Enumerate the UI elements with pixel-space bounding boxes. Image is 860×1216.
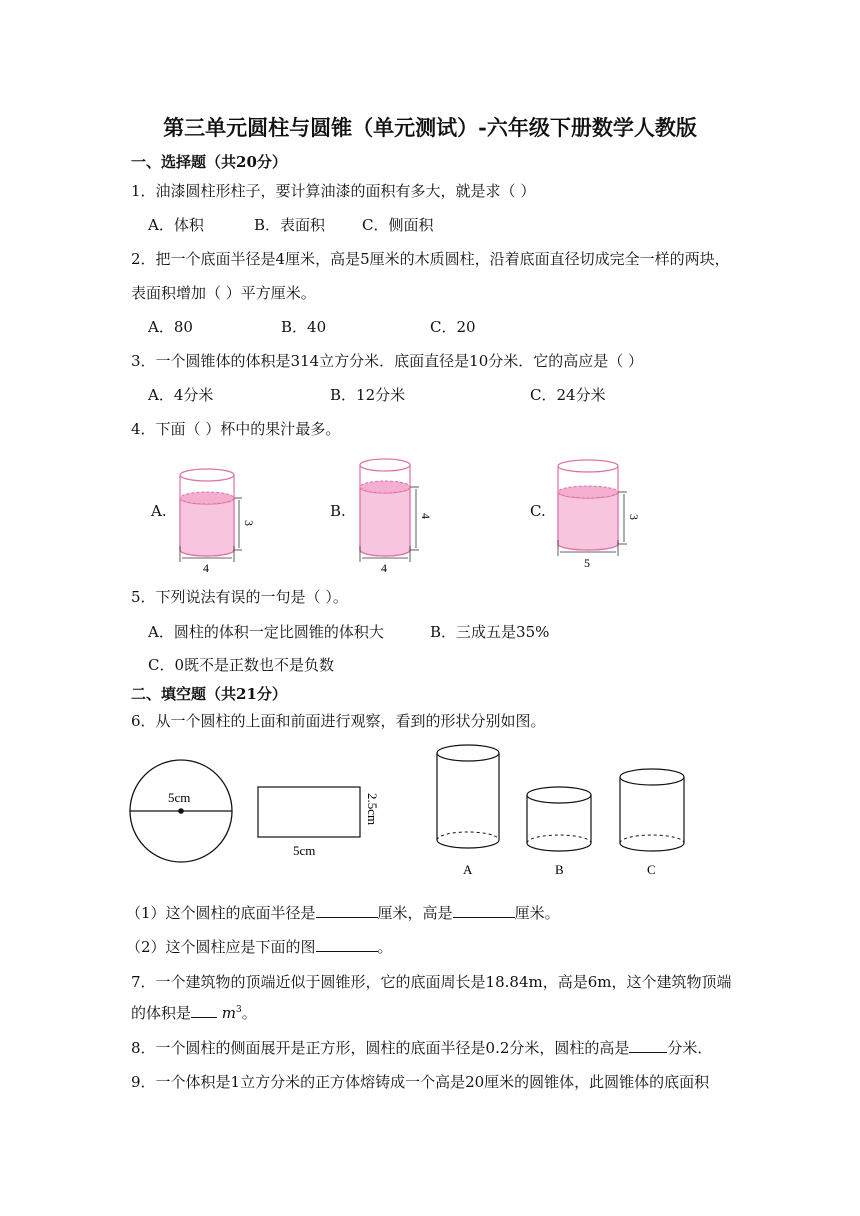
q3-option-c: C．24分米 (530, 386, 606, 404)
q8-text-b: 分米． (667, 1039, 713, 1057)
q2-option-b: B．40 (281, 318, 327, 336)
q8-height-blank[interactable] (629, 1038, 667, 1053)
cup-a-figure (170, 450, 260, 575)
q5-option-a: A．圆柱的体积一定比圆锥的体积大 (148, 623, 384, 641)
q7-unit-exponent: 3 (236, 1005, 242, 1015)
q8-text-a: 8．一个圆柱的侧面展开是正方形，圆柱的底面半径是0.2分米，圆柱的高是 (131, 1039, 630, 1057)
rect-width-label: 5cm (293, 843, 316, 858)
rect-height-label: 2.5cm (365, 793, 380, 826)
q3-option-b: B．12分米 (330, 386, 406, 404)
question-8 (131, 1037, 712, 1058)
q2-option-a: A．80 (148, 318, 193, 336)
q5-option-b: B．三成五是35% (430, 623, 550, 641)
question-7-line-2 (131, 1002, 257, 1023)
choice-label-b: B (555, 862, 564, 877)
question-6: 6．从一个圆柱的上面和前面进行观察，看到的形状分别如图。 (131, 712, 546, 730)
cylinder-choices (425, 740, 705, 880)
q7-volume-blank[interactable] (191, 1003, 217, 1018)
q6-height-blank[interactable] (453, 903, 515, 918)
circle-diameter-label: 5cm (168, 790, 191, 805)
q6-sub-1 (126, 902, 560, 923)
q2-option-c: C．20 (430, 318, 476, 336)
cup-c-figure (548, 450, 648, 575)
page-title: 第三单元圆柱与圆锥（单元测试）-六年级下册数学人教版 (163, 115, 697, 140)
q3-option-a: A．4分米 (148, 386, 214, 404)
q7-unit: m (221, 1004, 237, 1022)
question-7-line-1: 7．一个建筑物的顶端近似于圆锥形，它的底面周长是18.84m，高是6m，这个建筑物顶端 (131, 973, 732, 991)
question-9-line-1: 9．一个体积是1立方分米的正方体熔铸成一个高是20厘米的圆锥体，此圆锥体的底面积 (131, 1073, 710, 1091)
q6-sub-2-text-b: 。 (377, 938, 393, 956)
cup-a-width-label: 4 (203, 561, 209, 575)
q6-sub-2 (126, 936, 393, 957)
cup-b-height-label: 4 (419, 513, 433, 519)
question-4: 4．下面（ ）杯中的果汁最多。 (131, 420, 341, 438)
q6-sub-2-text-a: （2）这个圆柱应是下面的图 (126, 938, 316, 956)
q6-sub-1-text-c: 厘米。 (514, 904, 560, 922)
q6-sub-1-text-b: 厘米，高是 (377, 904, 453, 922)
cup-label-b: B. (330, 502, 346, 520)
cup-c-height-label: 3 (627, 514, 641, 520)
q5-option-c: C．0既不是正数也不是负数 (148, 656, 335, 674)
q6-figure-blank[interactable] (316, 937, 378, 952)
cup-label-a: A. (151, 502, 167, 520)
section-heading-choice: 一、选择题（共20分） (131, 153, 287, 171)
choice-label-c: C (647, 862, 656, 877)
question-2-line-2: 表面积增加（ ）平方厘米。 (131, 284, 316, 302)
q6-radius-blank[interactable] (316, 903, 378, 918)
question-5: 5．下列说法有误的一句是（ ）。 (131, 588, 348, 606)
q7-text-b: 。 (241, 1004, 257, 1022)
question-2-line-1: 2．把一个底面半径是4厘米，高是5厘米的木质圆柱，沿着底面直径切成完全一样的两块， (131, 250, 730, 268)
top-and-front-views (125, 740, 395, 865)
cup-b-figure (350, 450, 440, 575)
cup-label-c: C. (530, 502, 546, 520)
q1-option-b: B．表面积 (254, 216, 326, 234)
q1-option-c: C．侧面积 (362, 216, 434, 234)
cup-b-width-label: 4 (381, 561, 387, 575)
q6-sub-1-text-a: （1）这个圆柱的底面半径是 (126, 904, 316, 922)
q1-option-a: A．体积 (148, 216, 204, 234)
cup-a-height-label: 3 (242, 520, 256, 526)
choice-label-a: A (463, 862, 473, 877)
question-1: 1．油漆圆柱形柱子，要计算油漆的面积有多大，就是求（ ） (131, 182, 536, 200)
section-heading-fill: 二、填空题（共21分） (131, 685, 287, 703)
q7-text-a: 的体积是 (131, 1004, 192, 1022)
front-view-rectangle (258, 787, 360, 837)
question-3: 3．一个圆锥体的体积是314立方分米．底面直径是10分米．它的高应是（ ） (131, 352, 644, 370)
cup-c-width-label: 5 (584, 556, 590, 570)
